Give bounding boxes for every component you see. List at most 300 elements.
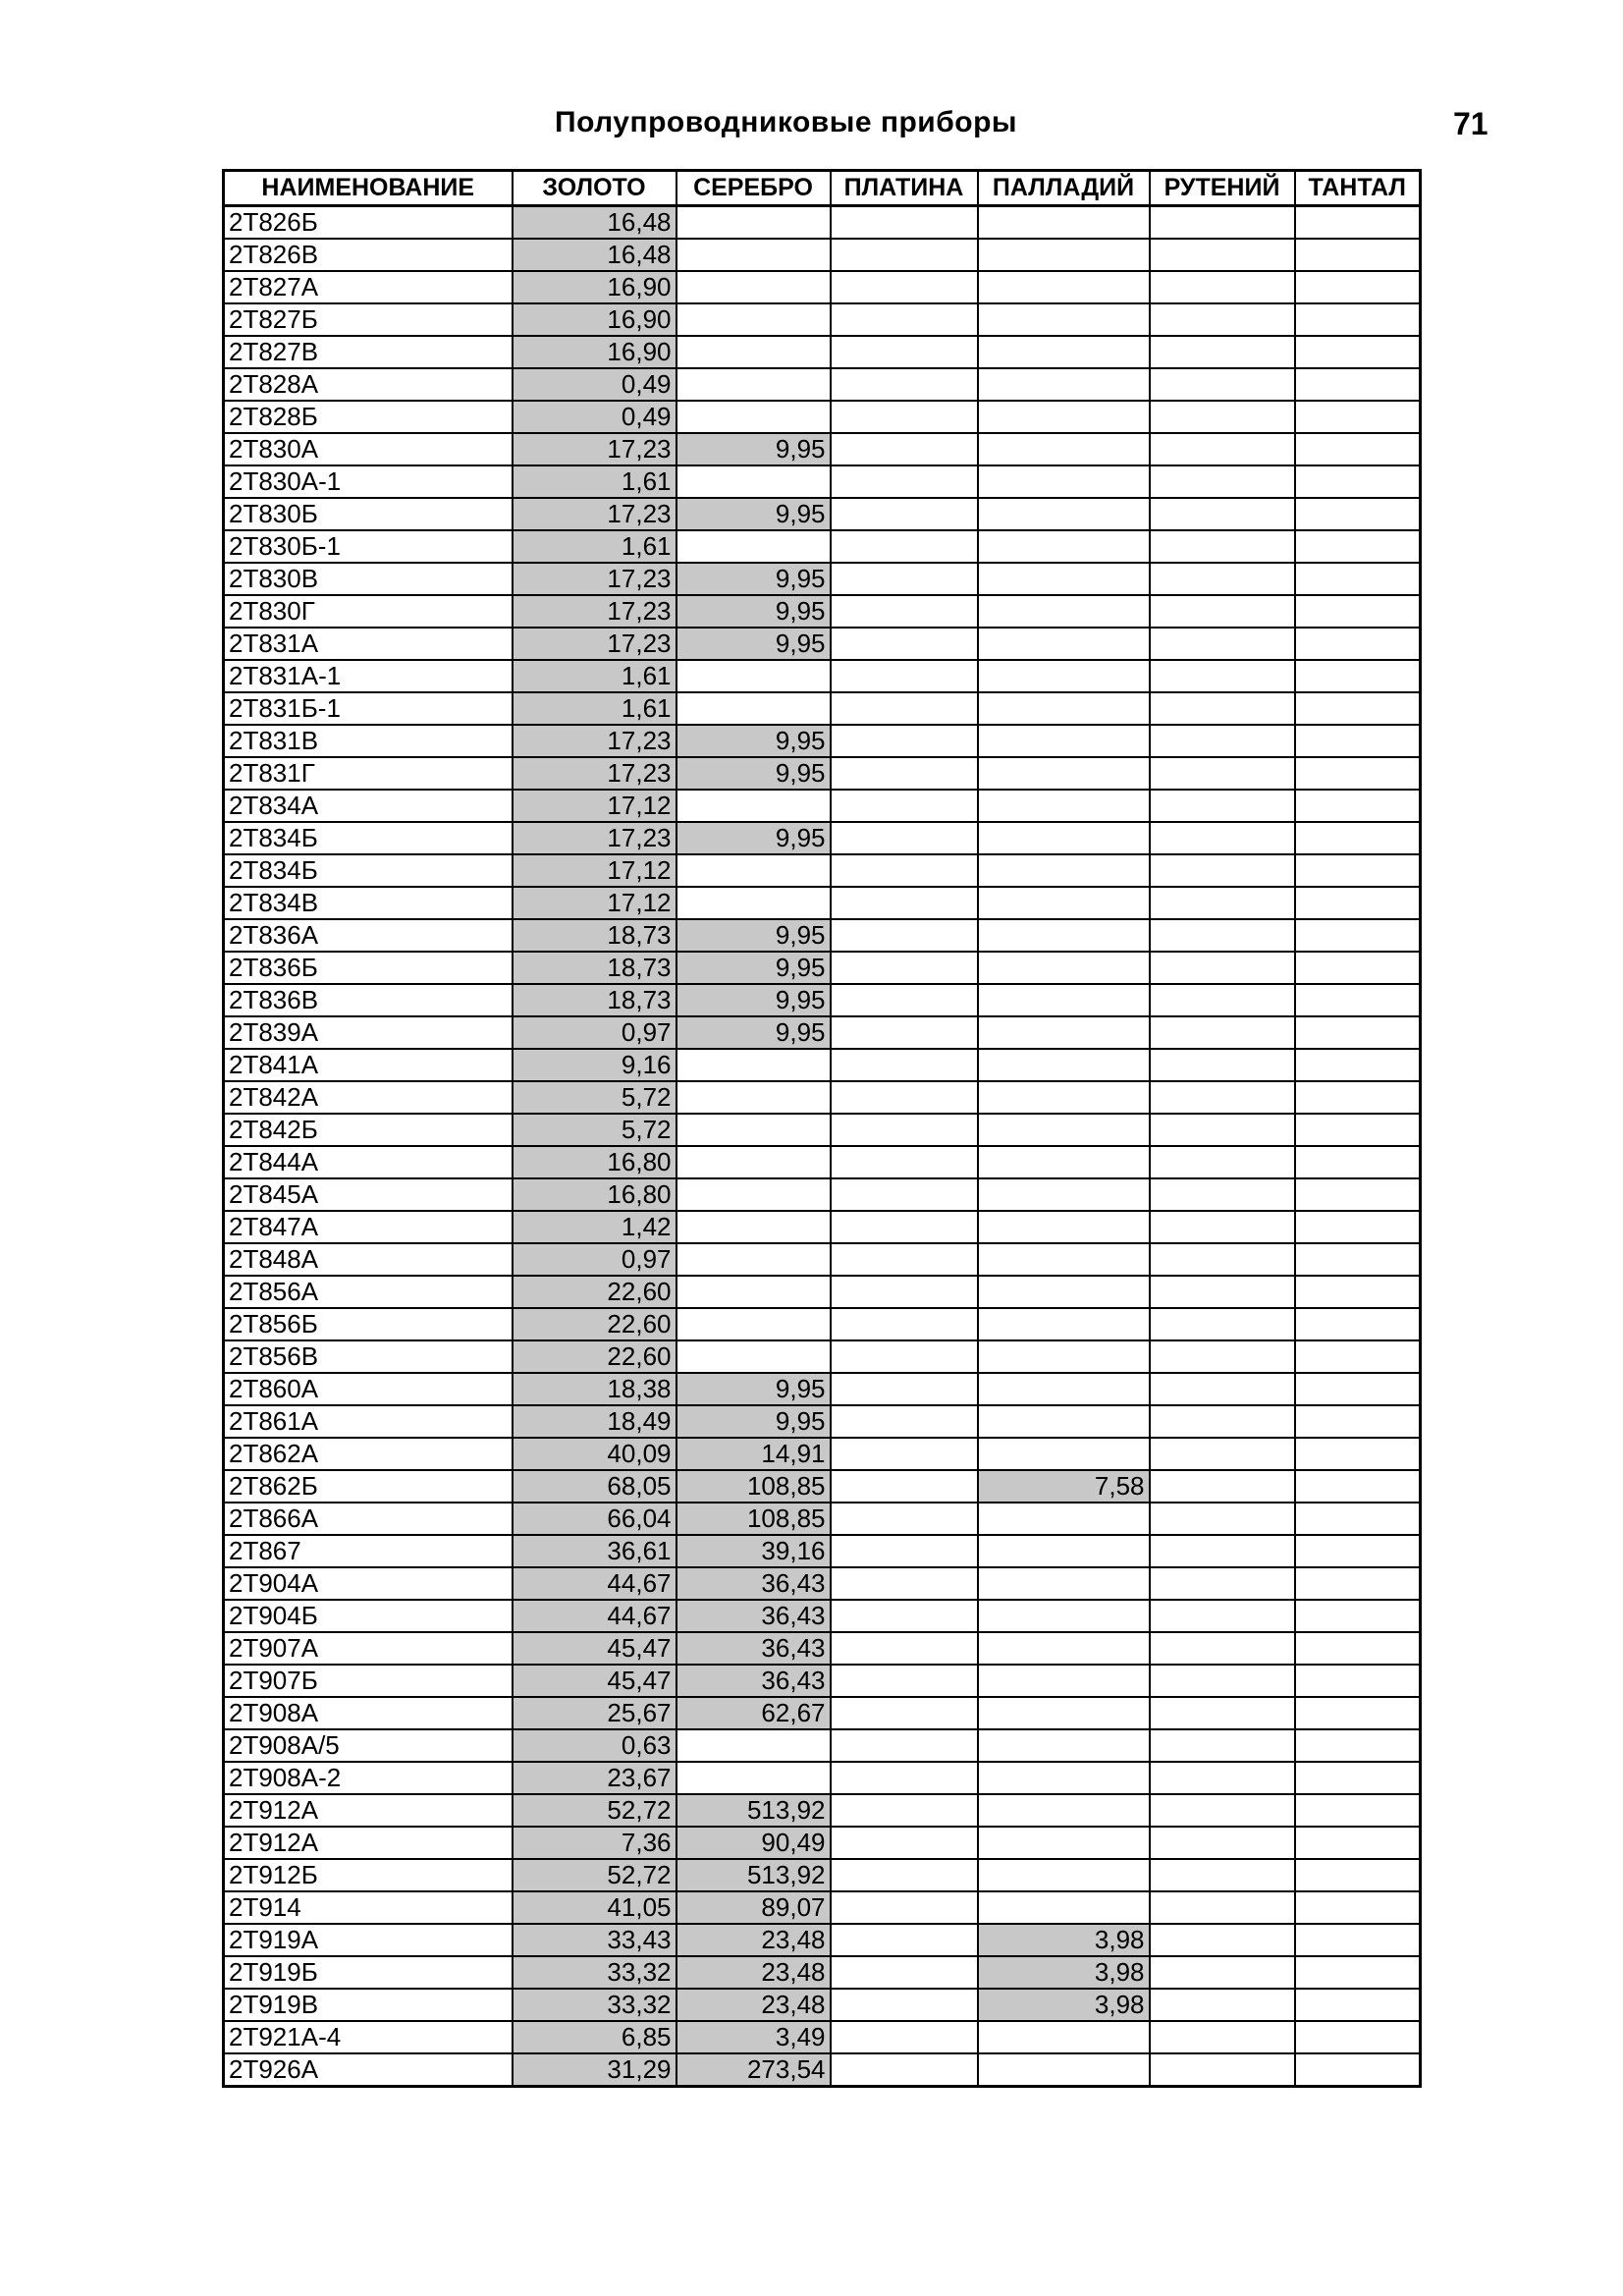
cell-tantalum <box>1295 1081 1421 1114</box>
table-row <box>224 1470 1421 1503</box>
cell-tantalum <box>1295 1438 1421 1470</box>
cell-tantalum <box>1295 919 1421 952</box>
cell-gold: 44,67 <box>513 1600 676 1632</box>
cell-ruthenium <box>1150 1503 1295 1535</box>
table-row <box>224 1146 1421 1178</box>
table-row <box>224 1794 1421 1827</box>
cell-name: 2Т866А <box>224 1503 513 1535</box>
cell-ruthenium <box>1150 1729 1295 1762</box>
cell-silver: 9,95 <box>676 563 831 595</box>
cell-tantalum <box>1295 563 1421 595</box>
cell-palladium: 3,98 <box>978 1956 1150 1989</box>
cell-platinum <box>831 401 978 433</box>
cell-gold: 1,61 <box>513 530 676 563</box>
cell-platinum <box>831 757 978 790</box>
table-row <box>224 595 1421 628</box>
cell-gold: 9,16 <box>513 1049 676 1081</box>
table-row <box>224 790 1421 822</box>
table-row <box>224 1114 1421 1146</box>
cell-gold: 18,73 <box>513 984 676 1016</box>
cell-ruthenium <box>1150 725 1295 757</box>
cell-silver: 9,95 <box>676 984 831 1016</box>
table-row <box>224 1827 1421 1859</box>
cell-name: 2Т827А <box>224 271 513 303</box>
cell-platinum <box>831 919 978 952</box>
cell-palladium <box>978 1697 1150 1729</box>
cell-name: 2Т856А <box>224 1276 513 1308</box>
table-row <box>224 368 1421 401</box>
cell-platinum <box>831 1794 978 1827</box>
cell-gold: 18,38 <box>513 1373 676 1405</box>
cell-platinum <box>831 1989 978 2021</box>
cell-ruthenium <box>1150 368 1295 401</box>
cell-platinum <box>831 984 978 1016</box>
cell-ruthenium <box>1150 1665 1295 1697</box>
cell-platinum <box>831 887 978 919</box>
cell-silver: 23,48 <box>676 1989 831 2021</box>
table-row <box>224 1016 1421 1049</box>
cell-platinum <box>831 2021 978 2053</box>
cell-tantalum <box>1295 368 1421 401</box>
cell-ruthenium <box>1150 1276 1295 1308</box>
cell-name: 2Т844А <box>224 1146 513 1178</box>
cell-ruthenium <box>1150 660 1295 692</box>
cell-gold: 17,23 <box>513 757 676 790</box>
cell-palladium <box>978 1600 1150 1632</box>
cell-platinum <box>831 1567 978 1600</box>
cell-platinum <box>831 1211 978 1243</box>
cell-silver <box>676 530 831 563</box>
cell-gold: 52,72 <box>513 1859 676 1891</box>
cell-platinum <box>831 1016 978 1049</box>
table-header-row <box>224 171 1421 206</box>
cell-tantalum <box>1295 2053 1421 2087</box>
cell-palladium <box>978 1340 1150 1373</box>
cell-silver: 89,07 <box>676 1891 831 1924</box>
cell-silver <box>676 1243 831 1276</box>
cell-ruthenium <box>1150 1891 1295 1924</box>
table-row <box>224 1243 1421 1276</box>
cell-gold: 17,23 <box>513 628 676 660</box>
cell-palladium <box>978 1665 1150 1697</box>
page-title: Полупроводниковые приборы <box>555 106 1018 138</box>
cell-gold: 22,60 <box>513 1308 676 1340</box>
cell-platinum <box>831 1340 978 1373</box>
cell-tantalum <box>1295 465 1421 498</box>
cell-silver <box>676 1081 831 1114</box>
cell-ruthenium <box>1150 563 1295 595</box>
table-row <box>224 1178 1421 1211</box>
cell-name: 2Т831А <box>224 628 513 660</box>
cell-silver <box>676 790 831 822</box>
cell-silver: 62,67 <box>676 1697 831 1729</box>
cell-platinum <box>831 1632 978 1665</box>
table-row <box>224 1308 1421 1340</box>
cell-tantalum <box>1295 1891 1421 1924</box>
cell-palladium <box>978 1146 1150 1178</box>
cell-platinum <box>831 1665 978 1697</box>
cell-ruthenium <box>1150 336 1295 368</box>
cell-gold: 16,48 <box>513 206 676 240</box>
cell-palladium <box>978 530 1150 563</box>
table-row <box>224 919 1421 952</box>
cell-silver <box>676 465 831 498</box>
cell-tantalum <box>1295 1503 1421 1535</box>
cell-palladium <box>978 1794 1150 1827</box>
cell-ruthenium <box>1150 952 1295 984</box>
cell-palladium <box>978 2021 1150 2053</box>
cell-platinum <box>831 1924 978 1956</box>
cell-gold: 18,73 <box>513 952 676 984</box>
cell-ruthenium <box>1150 1535 1295 1567</box>
cell-palladium <box>978 628 1150 660</box>
cell-gold: 17,23 <box>513 725 676 757</box>
cell-palladium <box>978 1762 1150 1794</box>
cell-silver <box>676 239 831 271</box>
table-row <box>224 1535 1421 1567</box>
cell-tantalum <box>1295 1243 1421 1276</box>
cell-tantalum <box>1295 790 1421 822</box>
table-row <box>224 1729 1421 1762</box>
cell-ruthenium <box>1150 303 1295 336</box>
cell-silver: 9,95 <box>676 725 831 757</box>
cell-name: 2Т826Б <box>224 206 513 240</box>
cell-palladium <box>978 1276 1150 1308</box>
cell-platinum <box>831 1535 978 1567</box>
table-row <box>224 2021 1421 2053</box>
cell-tantalum <box>1295 1632 1421 1665</box>
cell-gold: 18,73 <box>513 919 676 952</box>
cell-ruthenium <box>1150 2053 1295 2087</box>
cell-ruthenium <box>1150 206 1295 240</box>
cell-tantalum <box>1295 239 1421 271</box>
cell-gold: 1,61 <box>513 692 676 725</box>
cell-silver: 3,49 <box>676 2021 831 2053</box>
cell-name: 2Т912Б <box>224 1859 513 1891</box>
cell-tantalum <box>1295 206 1421 240</box>
cell-ruthenium <box>1150 1211 1295 1243</box>
cell-platinum <box>831 628 978 660</box>
cell-platinum <box>831 1827 978 1859</box>
cell-silver <box>676 1276 831 1308</box>
cell-name: 2Т862Б <box>224 1470 513 1503</box>
cell-tantalum <box>1295 1989 1421 2021</box>
table-row <box>224 1503 1421 1535</box>
cell-gold: 23,67 <box>513 1762 676 1794</box>
table-row <box>224 563 1421 595</box>
cell-gold: 16,90 <box>513 303 676 336</box>
cell-ruthenium <box>1150 1114 1295 1146</box>
cell-gold: 36,61 <box>513 1535 676 1567</box>
cell-silver: 9,95 <box>676 952 831 984</box>
cell-platinum <box>831 1114 978 1146</box>
cell-platinum <box>831 239 978 271</box>
cell-gold: 16,90 <box>513 271 676 303</box>
cell-platinum <box>831 271 978 303</box>
cell-ruthenium <box>1150 1827 1295 1859</box>
cell-name: 2Т830А <box>224 433 513 465</box>
cell-tantalum <box>1295 1697 1421 1729</box>
cell-tantalum <box>1295 336 1421 368</box>
column-header-gold: ЗОЛОТО <box>513 171 676 206</box>
table-row <box>224 239 1421 271</box>
cell-ruthenium <box>1150 1600 1295 1632</box>
cell-tantalum <box>1295 1049 1421 1081</box>
cell-name: 2Т908А-2 <box>224 1762 513 1794</box>
cell-silver: 36,43 <box>676 1665 831 1697</box>
cell-platinum <box>831 1503 978 1535</box>
cell-tantalum <box>1295 498 1421 530</box>
cell-tantalum <box>1295 1956 1421 1989</box>
cell-name: 2Т834В <box>224 887 513 919</box>
cell-tantalum <box>1295 2021 1421 2053</box>
cell-silver: 108,85 <box>676 1503 831 1535</box>
cell-gold: 5,72 <box>513 1114 676 1146</box>
cell-silver: 9,95 <box>676 757 831 790</box>
cell-tantalum <box>1295 1794 1421 1827</box>
cell-tantalum <box>1295 854 1421 887</box>
table-row <box>224 1632 1421 1665</box>
cell-tantalum <box>1295 628 1421 660</box>
cell-silver: 9,95 <box>676 822 831 854</box>
cell-palladium <box>978 401 1150 433</box>
cell-gold: 45,47 <box>513 1665 676 1697</box>
cell-palladium <box>978 919 1150 952</box>
cell-name: 2Т862А <box>224 1438 513 1470</box>
cell-platinum <box>831 1373 978 1405</box>
cell-palladium <box>978 1859 1150 1891</box>
cell-platinum <box>831 1762 978 1794</box>
cell-palladium <box>978 1503 1150 1535</box>
table-row <box>224 1211 1421 1243</box>
cell-gold: 33,43 <box>513 1924 676 1956</box>
cell-palladium <box>978 790 1150 822</box>
table-row <box>224 465 1421 498</box>
cell-silver <box>676 1146 831 1178</box>
cell-name: 2Т839А <box>224 1016 513 1049</box>
table-row <box>224 952 1421 984</box>
cell-tantalum <box>1295 1114 1421 1146</box>
cell-platinum <box>831 1891 978 1924</box>
cell-gold: 22,60 <box>513 1276 676 1308</box>
cell-name: 2Т861А <box>224 1405 513 1438</box>
cell-palladium <box>978 952 1150 984</box>
cell-platinum <box>831 336 978 368</box>
cell-platinum <box>831 692 978 725</box>
table-row <box>224 1956 1421 1989</box>
column-header-platinum: ПЛАТИНА <box>831 171 978 206</box>
cell-silver: 513,92 <box>676 1859 831 1891</box>
cell-ruthenium <box>1150 1794 1295 1827</box>
table-row <box>224 1600 1421 1632</box>
cell-name: 2Т834Б <box>224 822 513 854</box>
cell-gold: 40,09 <box>513 1438 676 1470</box>
cell-tantalum <box>1295 984 1421 1016</box>
cell-tantalum <box>1295 401 1421 433</box>
cell-silver <box>676 1114 831 1146</box>
cell-name: 2Т828Б <box>224 401 513 433</box>
cell-ruthenium <box>1150 595 1295 628</box>
cell-silver <box>676 660 831 692</box>
table-row <box>224 1081 1421 1114</box>
cell-platinum <box>831 303 978 336</box>
cell-ruthenium <box>1150 1697 1295 1729</box>
cell-gold: 0,97 <box>513 1016 676 1049</box>
cell-name: 2Т827В <box>224 336 513 368</box>
cell-silver: 36,43 <box>676 1567 831 1600</box>
cell-silver <box>676 887 831 919</box>
cell-tantalum <box>1295 1470 1421 1503</box>
table-row <box>224 692 1421 725</box>
cell-gold: 16,90 <box>513 336 676 368</box>
cell-palladium: 3,98 <box>978 1924 1150 1956</box>
cell-palladium <box>978 1405 1150 1438</box>
cell-name: 2Т912А <box>224 1794 513 1827</box>
cell-silver <box>676 854 831 887</box>
cell-name: 2Т904А <box>224 1567 513 1600</box>
cell-ruthenium <box>1150 628 1295 660</box>
table-row <box>224 1276 1421 1308</box>
cell-ruthenium <box>1150 1340 1295 1373</box>
cell-palladium <box>978 692 1150 725</box>
table-row <box>224 206 1421 240</box>
cell-silver <box>676 1049 831 1081</box>
cell-silver: 90,49 <box>676 1827 831 1859</box>
cell-silver <box>676 271 831 303</box>
cell-platinum <box>831 1081 978 1114</box>
cell-palladium <box>978 1243 1150 1276</box>
table-row <box>224 757 1421 790</box>
table-row <box>224 1989 1421 2021</box>
cell-name: 2Т848А <box>224 1243 513 1276</box>
cell-gold: 1,61 <box>513 465 676 498</box>
cell-name: 2Т842Б <box>224 1114 513 1146</box>
cell-tantalum <box>1295 303 1421 336</box>
cell-platinum <box>831 465 978 498</box>
cell-tantalum <box>1295 1600 1421 1632</box>
table-row <box>224 887 1421 919</box>
cell-name: 2Т836А <box>224 919 513 952</box>
cell-gold: 44,67 <box>513 1567 676 1600</box>
table-body <box>224 206 1421 2087</box>
cell-gold: 17,23 <box>513 433 676 465</box>
cell-ruthenium <box>1150 271 1295 303</box>
cell-name: 2Т919В <box>224 1989 513 2021</box>
cell-palladium <box>978 239 1150 271</box>
precious-metals-table <box>222 169 1422 2088</box>
table-row <box>224 271 1421 303</box>
table-row <box>224 725 1421 757</box>
cell-gold: 7,36 <box>513 1827 676 1859</box>
cell-gold: 16,80 <box>513 1178 676 1211</box>
cell-palladium <box>978 1567 1150 1600</box>
cell-platinum <box>831 206 978 240</box>
cell-platinum <box>831 1470 978 1503</box>
cell-ruthenium <box>1150 790 1295 822</box>
cell-tantalum <box>1295 1276 1421 1308</box>
cell-silver <box>676 368 831 401</box>
cell-tantalum <box>1295 1016 1421 1049</box>
cell-platinum <box>831 1956 978 1989</box>
cell-ruthenium <box>1150 1081 1295 1114</box>
cell-tantalum <box>1295 1535 1421 1567</box>
cell-ruthenium <box>1150 854 1295 887</box>
cell-name: 2Т830А-1 <box>224 465 513 498</box>
table-row <box>224 822 1421 854</box>
cell-palladium <box>978 887 1150 919</box>
cell-platinum <box>831 725 978 757</box>
cell-palladium <box>978 595 1150 628</box>
cell-ruthenium <box>1150 692 1295 725</box>
cell-name: 2Т919Б <box>224 1956 513 1989</box>
cell-palladium <box>978 984 1150 1016</box>
cell-name: 2Т907А <box>224 1632 513 1665</box>
cell-name: 2Т914 <box>224 1891 513 1924</box>
cell-gold: 18,49 <box>513 1405 676 1438</box>
cell-palladium: 3,98 <box>978 1989 1150 2021</box>
table-row <box>224 854 1421 887</box>
cell-gold: 17,12 <box>513 854 676 887</box>
cell-tantalum <box>1295 433 1421 465</box>
cell-gold: 0,49 <box>513 401 676 433</box>
cell-tantalum <box>1295 1308 1421 1340</box>
table-row <box>224 984 1421 1016</box>
cell-name: 2Т908А/5 <box>224 1729 513 1762</box>
table-row <box>224 433 1421 465</box>
column-header-palladium: ПАЛЛАДИЙ <box>978 171 1150 206</box>
cell-name: 2Т836В <box>224 984 513 1016</box>
cell-silver: 9,95 <box>676 433 831 465</box>
cell-name: 2Т828А <box>224 368 513 401</box>
cell-name: 2Т912А <box>224 1827 513 1859</box>
cell-gold: 17,12 <box>513 790 676 822</box>
cell-tantalum <box>1295 1762 1421 1794</box>
cell-name: 2Т831Г <box>224 757 513 790</box>
cell-name: 2Т831А-1 <box>224 660 513 692</box>
table-row <box>224 1438 1421 1470</box>
cell-silver: 9,95 <box>676 498 831 530</box>
cell-ruthenium <box>1150 1989 1295 2021</box>
cell-gold: 5,72 <box>513 1081 676 1114</box>
cell-name: 2Т826В <box>224 239 513 271</box>
cell-tantalum <box>1295 822 1421 854</box>
cell-ruthenium <box>1150 401 1295 433</box>
cell-name: 2Т830Б-1 <box>224 530 513 563</box>
cell-palladium <box>978 206 1150 240</box>
cell-tantalum <box>1295 1567 1421 1600</box>
cell-name: 2Т830Г <box>224 595 513 628</box>
table-row <box>224 1859 1421 1891</box>
cell-ruthenium <box>1150 2021 1295 2053</box>
cell-ruthenium <box>1150 1632 1295 1665</box>
cell-palladium <box>978 336 1150 368</box>
cell-silver: 36,43 <box>676 1632 831 1665</box>
cell-tantalum <box>1295 1211 1421 1243</box>
cell-palladium <box>978 2053 1150 2087</box>
cell-gold: 33,32 <box>513 1956 676 1989</box>
cell-silver <box>676 1762 831 1794</box>
cell-name: 2Т827Б <box>224 303 513 336</box>
cell-name: 2Т842А <box>224 1081 513 1114</box>
cell-palladium <box>978 563 1150 595</box>
cell-palladium <box>978 1016 1150 1049</box>
cell-ruthenium <box>1150 1373 1295 1405</box>
cell-platinum <box>831 1697 978 1729</box>
cell-silver <box>676 692 831 725</box>
cell-gold: 52,72 <box>513 1794 676 1827</box>
cell-gold: 0,97 <box>513 1243 676 1276</box>
cell-name: 2Т834Б <box>224 854 513 887</box>
